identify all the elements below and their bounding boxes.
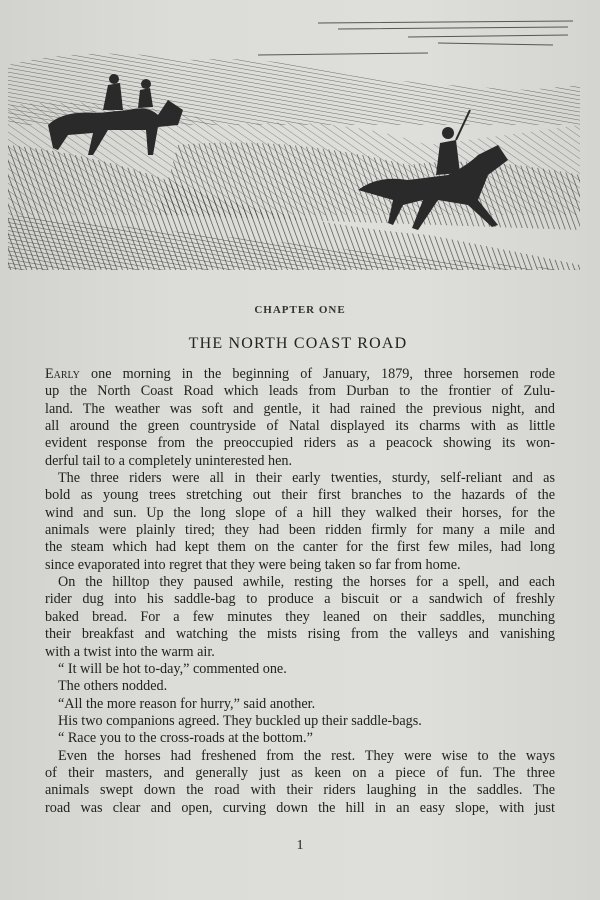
text-line — [45, 435, 555, 452]
text-line — [45, 644, 555, 661]
line-text: animals swept down the road with their riders laughing in the saddles. The — [45, 782, 555, 799]
body-text — [45, 366, 555, 817]
line-text: “ Race you to the cross-roads at the bottom.” — [58, 730, 313, 747]
line-text: rider dug into his saddle-bag to produce a biscuit or a sandwich of freshly — [45, 591, 555, 608]
line-text: since evaporated into regret that they were being taken so far from home. — [45, 556, 461, 573]
line-text: The three riders were all in their early twenties, sturdy, self-reliant and as — [58, 470, 555, 487]
text-line — [45, 366, 555, 383]
text-line — [45, 470, 555, 487]
text-line — [45, 730, 555, 747]
line-text: On the hilltop they paused awhile, resting the horses for a spell, and each — [58, 574, 555, 591]
line-text: derful tail to a completely uninterested hen. — [45, 452, 293, 469]
line-text: bold as young trees stretching out their first branches to the hazards of the — [45, 487, 555, 504]
text-line — [45, 748, 555, 765]
text-line — [45, 696, 555, 713]
line-text: The others nodded. — [58, 678, 168, 695]
line-text: up the North Coast Road which leads from Durban to the frontier of Zulu- — [45, 383, 555, 400]
horsemen-illustration — [8, 15, 580, 270]
text-line — [45, 591, 555, 608]
text-line — [45, 383, 555, 400]
page-number: 1 — [296, 838, 304, 853]
line-text: land. The weather was soft and gentle, it had rained the previous night, and — [45, 400, 555, 417]
sky-clouds — [258, 21, 573, 55]
line-text: wind and sun. Up the long slope of a hill they walked their horses, for the — [45, 504, 555, 521]
text-line — [45, 539, 555, 556]
text-line — [45, 713, 555, 730]
line-text: His two companions agreed. They buckled up their saddle-bags. — [58, 712, 422, 729]
line-text: of their masters, and generally just as keen on a piece of fun. The three — [45, 764, 555, 781]
text-line — [45, 782, 555, 799]
text-line — [45, 522, 555, 539]
text-line — [45, 505, 555, 522]
line-text: with a twist into the warm air. — [45, 643, 215, 660]
lead-word: Early — [45, 366, 80, 382]
line-text: road was clear and open, curving down the hill in an easy slope, with just — [45, 799, 555, 816]
text-line — [45, 678, 555, 695]
line-text: animals were plainly tired; they had been ridden firmly for many a mile and — [45, 522, 555, 539]
text-line — [45, 626, 555, 643]
line-text: baked bread. For a few minutes they leaned on their saddles, munching — [45, 608, 555, 625]
line-text: evident response from the preoccupied riders as a peacock showing its won- — [45, 435, 555, 452]
text-line — [45, 418, 555, 435]
line-text: all around the green countryside of Natal displayed its charms with as little — [45, 418, 555, 435]
line-text: “ It will be hot to-day,” commented one. — [58, 660, 287, 677]
text-line — [45, 487, 555, 504]
text-line — [45, 574, 555, 591]
text-line — [45, 401, 555, 418]
chapter-label: CHAPTER ONE — [254, 304, 346, 316]
text-line — [45, 800, 555, 817]
chapter-title: THE NORTH COAST ROAD — [188, 335, 408, 352]
text-line — [45, 765, 555, 782]
text-line — [45, 557, 555, 574]
text-line — [45, 453, 555, 470]
line-text: one morning in the beginning of January, 1879, three horsemen rode — [79, 366, 555, 382]
text-line — [45, 661, 555, 678]
line-text: Even the horses had freshened from the rest. They were wise to the ways — [58, 747, 555, 764]
line-text: their breakfast and watching the mists rising from the valleys and vanishing — [45, 626, 555, 643]
line-text: the steam which had kept them on the canter for the first few miles, had long — [45, 539, 555, 556]
line-text: “All the more reason for hurry,” said another. — [58, 695, 316, 712]
text-line — [45, 609, 555, 626]
